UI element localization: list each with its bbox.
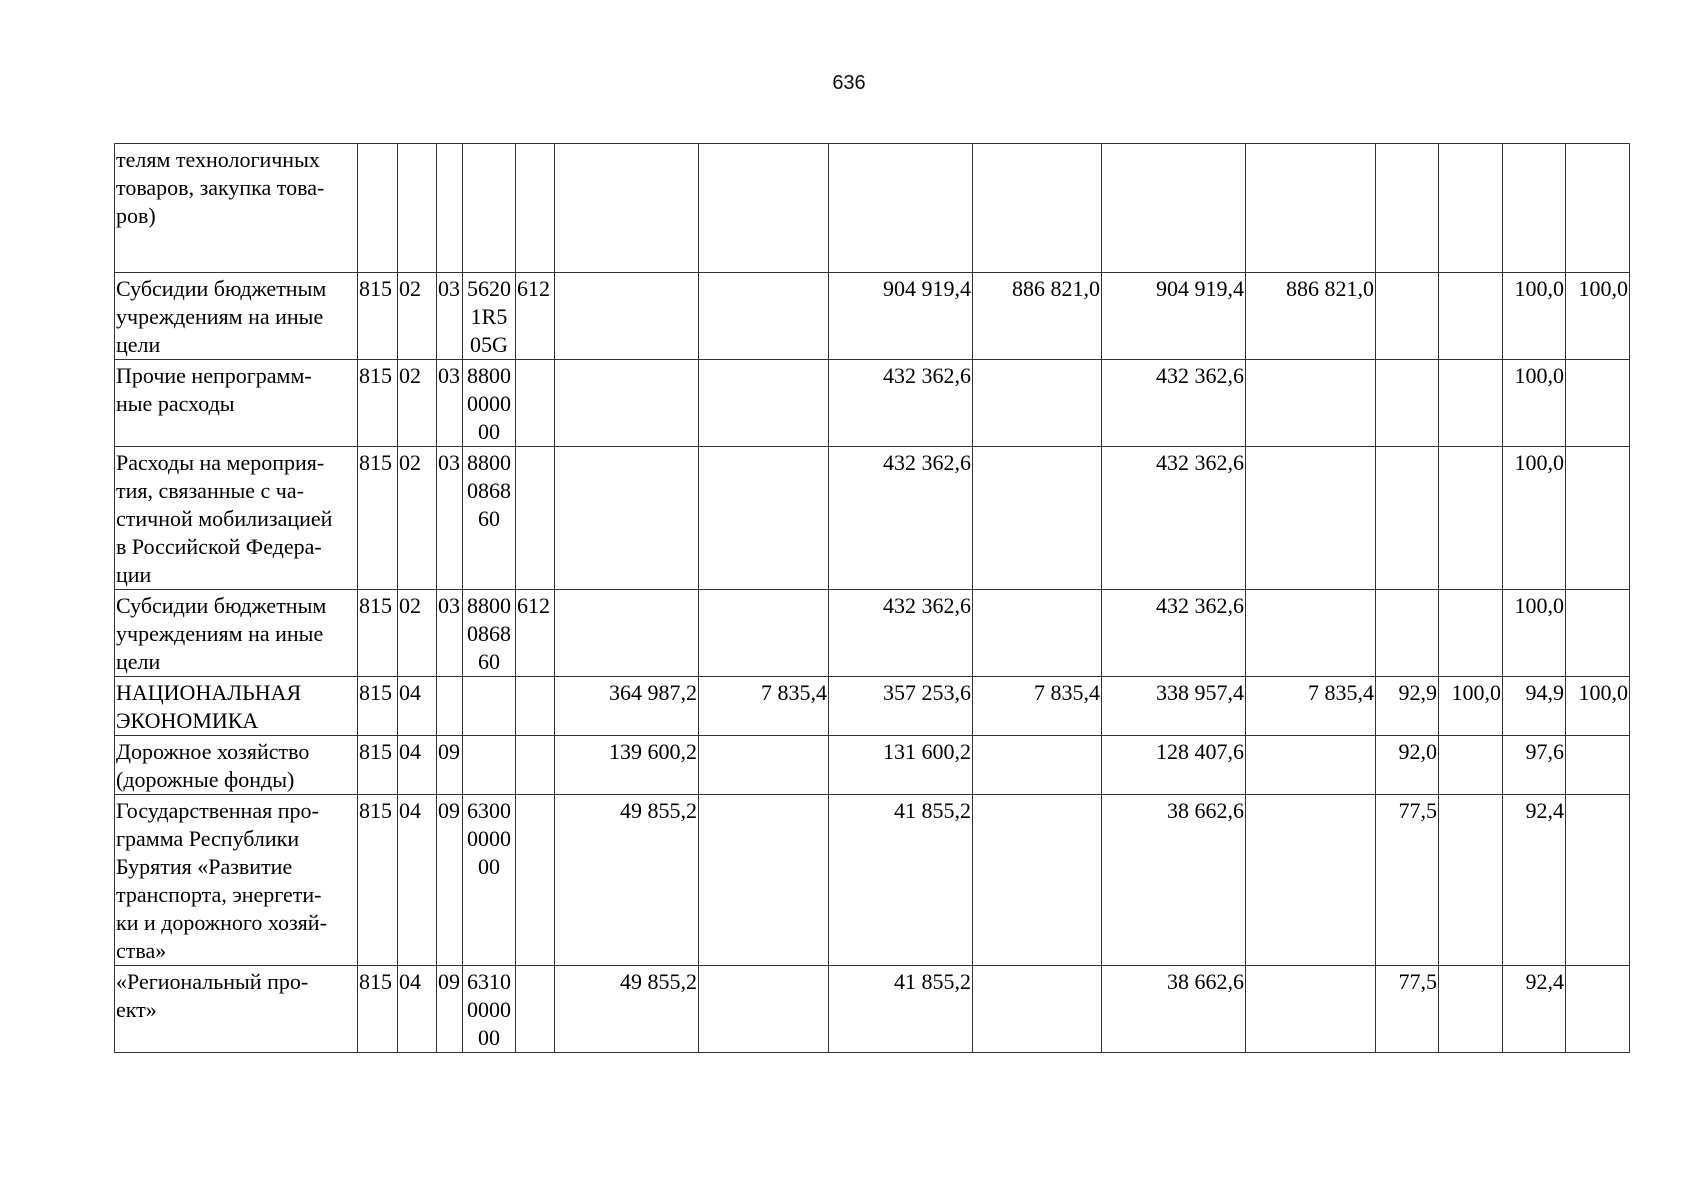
approved-total: 139 600,2 [555, 736, 699, 795]
approved-federal [699, 795, 829, 966]
row-name: Субсидии бюджетным учреждениям на иные цели [115, 590, 358, 677]
refined-total: 41 855,2 [829, 795, 973, 966]
percent-refined-federal [1566, 144, 1630, 273]
subsection-code: 09 [437, 966, 463, 1053]
refined-total [829, 144, 973, 273]
table-row [115, 447, 1630, 590]
approved-total [555, 144, 699, 273]
percent-refined-total: 100,0 [1503, 590, 1566, 677]
refined-federal [973, 795, 1102, 966]
subsection-code [437, 677, 463, 736]
percent-approved-federal [1439, 273, 1503, 360]
row-name: «Региональный про- ект» [115, 966, 358, 1053]
percent-approved-total: 77,5 [1376, 966, 1439, 1053]
percent-refined-federal: 100,0 [1566, 677, 1630, 736]
percent-refined-federal [1566, 795, 1630, 966]
expense-type-code [516, 736, 555, 795]
subsection-code [437, 144, 463, 273]
subsection-code: 09 [437, 795, 463, 966]
executed-total: 432 362,6 [1102, 590, 1246, 677]
executed-federal [1246, 590, 1376, 677]
percent-approved-total [1376, 144, 1439, 273]
executed-federal: 886 821,0 [1246, 273, 1376, 360]
row-name: Прочие непрограмм- ные расходы [115, 360, 358, 447]
approved-federal [699, 360, 829, 447]
approved-total [555, 360, 699, 447]
target-article-code [463, 677, 516, 736]
target-article-code: 6310 0000 00 [463, 966, 516, 1053]
approved-total: 364 987,2 [555, 677, 699, 736]
refined-federal: 886 821,0 [973, 273, 1102, 360]
approved-total [555, 447, 699, 590]
approved-federal [699, 966, 829, 1053]
percent-refined-federal [1566, 447, 1630, 590]
row-name: Субсидии бюджетным учреждениям на иные цели [115, 273, 358, 360]
approved-federal [699, 590, 829, 677]
page-number: 636 [832, 72, 866, 94]
section-code: 04 [398, 677, 437, 736]
approved-total [555, 273, 699, 360]
row-name: Государственная про- грамма Республики Бурятия «Развитие транспорта, энергети- ки и дорожного хозяй- ства» [115, 795, 358, 966]
approved-federal [699, 273, 829, 360]
target-article-code: 5620 1R5 05G [463, 273, 516, 360]
grbs-code: 815 [358, 447, 398, 590]
section-code: 02 [398, 360, 437, 447]
executed-total [1102, 144, 1246, 273]
expense-type-code [516, 360, 555, 447]
approved-federal: 7 835,4 [699, 677, 829, 736]
expense-type-code: 612 [516, 590, 555, 677]
approved-total: 49 855,2 [555, 795, 699, 966]
approved-federal [699, 736, 829, 795]
grbs-code [358, 144, 398, 273]
executed-total: 432 362,6 [1102, 360, 1246, 447]
refined-federal [973, 360, 1102, 447]
refined-total: 357 253,6 [829, 677, 973, 736]
table-row [115, 736, 1630, 795]
subsection-code: 03 [437, 273, 463, 360]
executed-total: 38 662,6 [1102, 795, 1246, 966]
refined-total: 432 362,6 [829, 590, 973, 677]
section-code: 02 [398, 590, 437, 677]
refined-total: 432 362,6 [829, 360, 973, 447]
refined-total: 904 919,4 [829, 273, 973, 360]
expense-type-code [516, 966, 555, 1053]
executed-federal [1246, 966, 1376, 1053]
section-code [398, 144, 437, 273]
grbs-code: 815 [358, 795, 398, 966]
percent-refined-federal [1566, 360, 1630, 447]
percent-refined-total: 100,0 [1503, 447, 1566, 590]
refined-total: 131 600,2 [829, 736, 973, 795]
grbs-code: 815 [358, 966, 398, 1053]
expense-type-code [516, 795, 555, 966]
approved-federal [699, 447, 829, 590]
percent-approved-federal [1439, 447, 1503, 590]
refined-federal [973, 736, 1102, 795]
table-row [115, 590, 1630, 677]
refined-federal: 7 835,4 [973, 677, 1102, 736]
percent-refined-total [1503, 144, 1566, 273]
budget-execution-table [114, 143, 1630, 1053]
percent-approved-total: 92,0 [1376, 736, 1439, 795]
expense-type-code [516, 447, 555, 590]
expense-type-code [516, 144, 555, 273]
percent-refined-total: 94,9 [1503, 677, 1566, 736]
executed-total: 128 407,6 [1102, 736, 1246, 795]
percent-refined-federal [1566, 966, 1630, 1053]
refined-federal [973, 590, 1102, 677]
refined-federal [973, 966, 1102, 1053]
row-name: телям технологичных товаров, закупка това- ров) [115, 144, 358, 273]
row-name: НАЦИОНАЛЬНАЯ ЭКОНОМИКА [115, 677, 358, 736]
section-code: 02 [398, 447, 437, 590]
target-article-code: 6300 0000 00 [463, 795, 516, 966]
grbs-code: 815 [358, 677, 398, 736]
executed-federal [1246, 360, 1376, 447]
approved-total [555, 590, 699, 677]
percent-refined-federal [1566, 736, 1630, 795]
executed-federal: 7 835,4 [1246, 677, 1376, 736]
table-row [115, 273, 1630, 360]
executed-federal [1246, 795, 1376, 966]
section-code: 04 [398, 736, 437, 795]
percent-approved-total [1376, 590, 1439, 677]
table-row [115, 360, 1630, 447]
percent-refined-total: 100,0 [1503, 360, 1566, 447]
percent-approved-federal [1439, 360, 1503, 447]
target-article-code [463, 144, 516, 273]
executed-federal [1246, 447, 1376, 590]
table-row [115, 795, 1630, 966]
refined-federal [973, 144, 1102, 273]
executed-total: 432 362,6 [1102, 447, 1246, 590]
percent-approved-federal [1439, 144, 1503, 273]
grbs-code: 815 [358, 273, 398, 360]
percent-approved-federal [1439, 795, 1503, 966]
expense-type-code: 612 [516, 273, 555, 360]
percent-approved-federal [1439, 736, 1503, 795]
percent-approved-total [1376, 447, 1439, 590]
executed-federal [1246, 144, 1376, 273]
percent-approved-federal [1439, 966, 1503, 1053]
table-row [115, 966, 1630, 1053]
expense-type-code [516, 677, 555, 736]
row-name: Расходы на мероприя- тия, связанные с ча- стичной мобилизацией в Российской Федера- ции [115, 447, 358, 590]
subsection-code: 03 [437, 447, 463, 590]
section-code: 04 [398, 966, 437, 1053]
percent-refined-federal: 100,0 [1566, 273, 1630, 360]
approved-federal [699, 144, 829, 273]
percent-approved-total [1376, 360, 1439, 447]
target-article-code: 8800 0868 60 [463, 447, 516, 590]
subsection-code: 09 [437, 736, 463, 795]
target-article-code [463, 736, 516, 795]
section-code: 02 [398, 273, 437, 360]
percent-approved-federal: 100,0 [1439, 677, 1503, 736]
executed-federal [1246, 736, 1376, 795]
table-row [115, 677, 1630, 736]
subsection-code: 03 [437, 360, 463, 447]
percent-approved-total: 92,9 [1376, 677, 1439, 736]
refined-federal [973, 447, 1102, 590]
grbs-code: 815 [358, 360, 398, 447]
table-row [115, 144, 1630, 273]
approved-total: 49 855,2 [555, 966, 699, 1053]
percent-refined-total: 100,0 [1503, 273, 1566, 360]
executed-total: 904 919,4 [1102, 273, 1246, 360]
percent-refined-total: 92,4 [1503, 966, 1566, 1053]
subsection-code: 03 [437, 590, 463, 677]
row-name: Дорожное хозяйство (дорожные фонды) [115, 736, 358, 795]
refined-total: 432 362,6 [829, 447, 973, 590]
percent-approved-total [1376, 273, 1439, 360]
percent-approved-federal [1439, 590, 1503, 677]
grbs-code: 815 [358, 736, 398, 795]
target-article-code: 8800 0868 60 [463, 590, 516, 677]
executed-total: 38 662,6 [1102, 966, 1246, 1053]
executed-total: 338 957,4 [1102, 677, 1246, 736]
refined-total: 41 855,2 [829, 966, 973, 1053]
grbs-code: 815 [358, 590, 398, 677]
percent-refined-federal [1566, 590, 1630, 677]
target-article-code: 8800 0000 00 [463, 360, 516, 447]
percent-refined-total: 92,4 [1503, 795, 1566, 966]
section-code: 04 [398, 795, 437, 966]
table-body [115, 144, 1630, 1053]
percent-refined-total: 97,6 [1503, 736, 1566, 795]
percent-approved-total: 77,5 [1376, 795, 1439, 966]
